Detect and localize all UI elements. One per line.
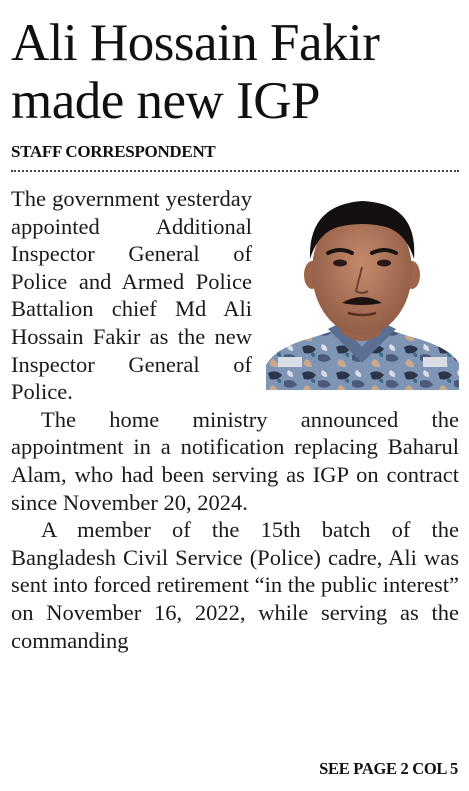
news-article [11, 14, 459, 654]
continuation-link[interactable]: SEE PAGE 2 COL 5 [319, 759, 458, 778]
portrait-image [266, 187, 459, 390]
portrait-photo [266, 187, 459, 390]
paragraph: The government yesterday appointed Additional Inspector General of Police and Armed Police Battalion chief Md Ali Hossain Fakir as the new Inspector General of Police. [11, 186, 252, 405]
dotted-divider [11, 170, 459, 172]
article-body [11, 185, 459, 654]
byline: STAFF CORRESPONDENT [11, 142, 216, 161]
paragraph: The home ministry announced the appointment in a notification replacing Baharul Alam, who had been serving as IGP on contract since November 20, 2024. [11, 406, 459, 515]
paragraph: A member of the 15th batch of the Bangladesh Civil Service (Police) cadre, Ali was sent into forced retirement “in the public interest” on November 16, 2022, while serving as the commanding [11, 517, 459, 653]
headline: Ali Hossain Fakir made new IGP [11, 14, 380, 130]
